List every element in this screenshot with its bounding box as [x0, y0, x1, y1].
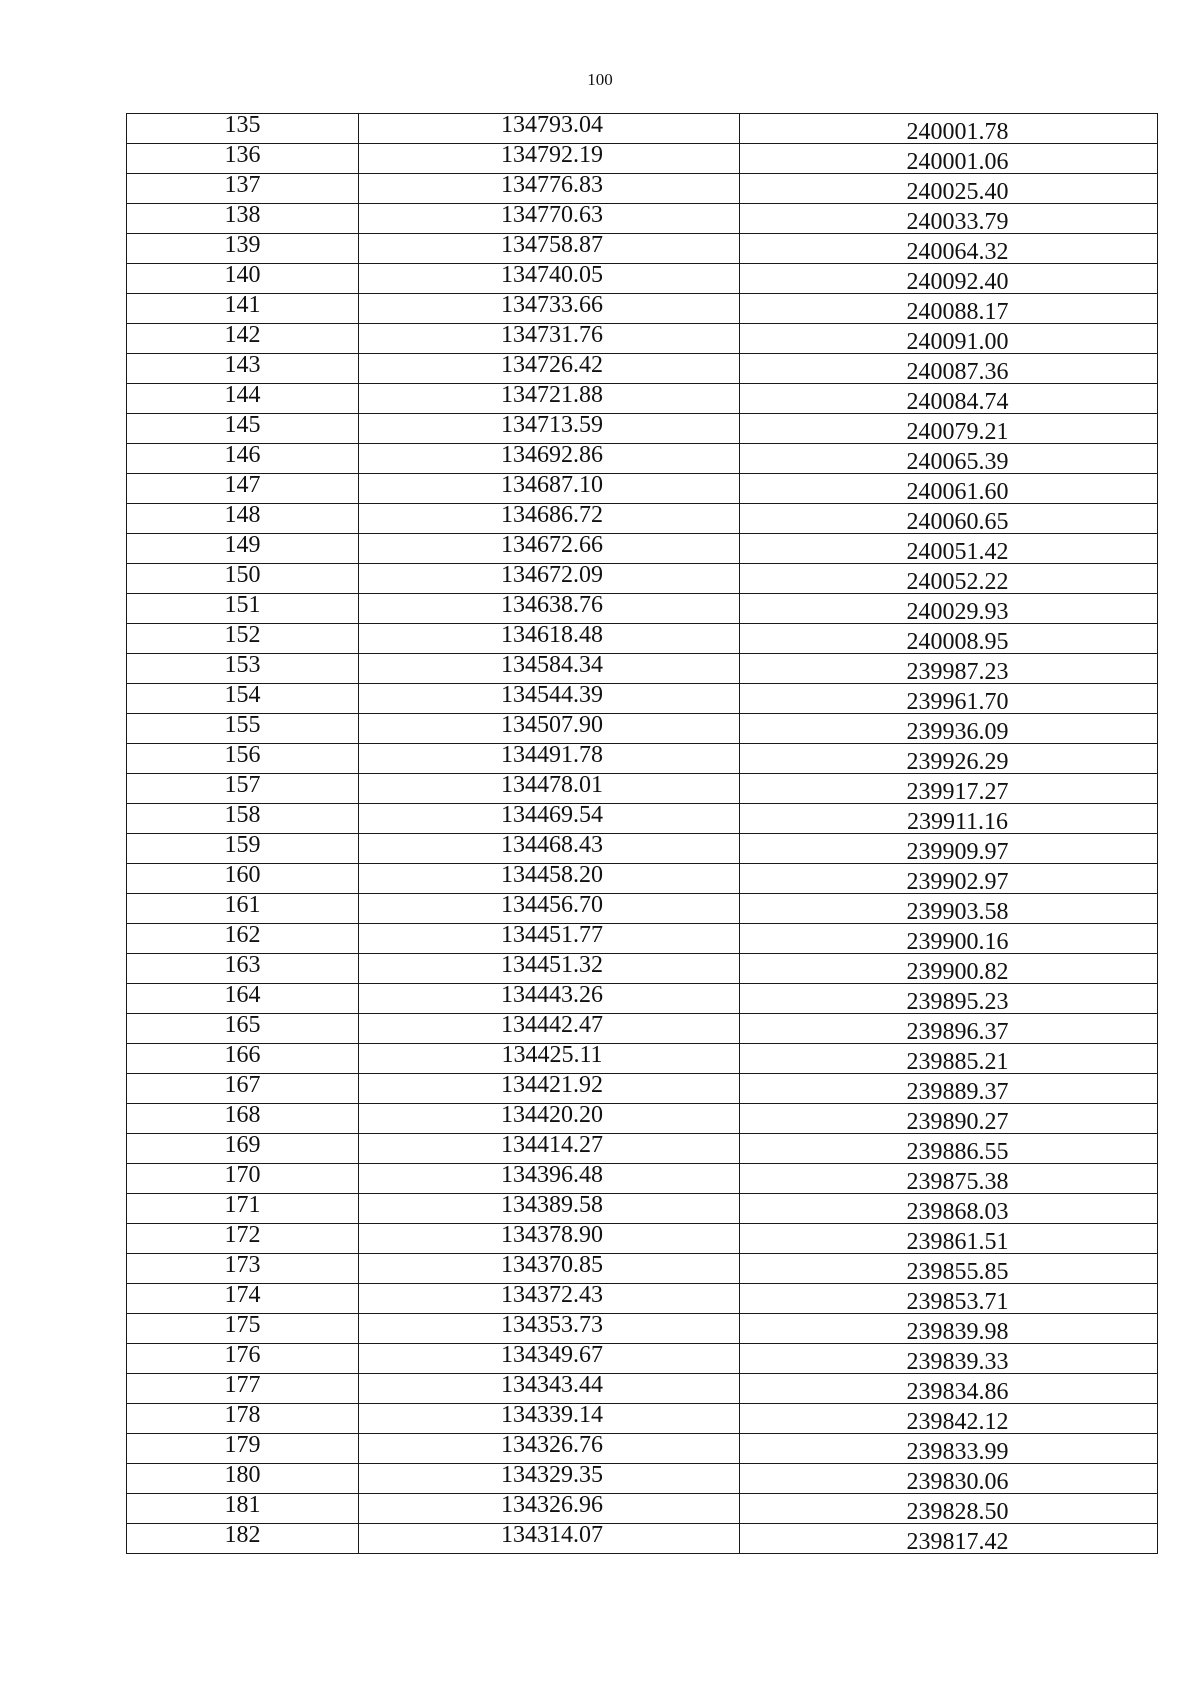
- table-row: [127, 984, 1158, 1014]
- y-coordinate-cell: 239853.71: [740, 1284, 1158, 1314]
- x-coordinate-cell: 134733.66: [359, 294, 740, 324]
- point-number-cell: 143: [127, 354, 359, 384]
- point-number-cell: 142: [127, 324, 359, 354]
- x-coordinate-cell: 134792.19: [359, 144, 740, 174]
- point-number-cell: 144: [127, 384, 359, 414]
- point-number-cell: 160: [127, 864, 359, 894]
- table-row: [127, 1404, 1158, 1434]
- table-row: [127, 204, 1158, 234]
- y-coordinate-cell: 240051.42: [740, 534, 1158, 564]
- x-coordinate-cell: 134389.58: [359, 1194, 740, 1224]
- x-coordinate-cell: 134776.83: [359, 174, 740, 204]
- table-row: [127, 1464, 1158, 1494]
- point-number-cell: 136: [127, 144, 359, 174]
- y-coordinate-cell: 239842.12: [740, 1404, 1158, 1434]
- y-coordinate-cell: 240029.93: [740, 594, 1158, 624]
- point-number-cell: 135: [127, 114, 359, 144]
- table-row: [127, 234, 1158, 264]
- y-coordinate-cell: 239885.21: [740, 1044, 1158, 1074]
- y-coordinate-cell: 239902.97: [740, 864, 1158, 894]
- x-coordinate-cell: 134343.44: [359, 1374, 740, 1404]
- y-coordinate-cell: 240084.74: [740, 384, 1158, 414]
- table-row: [127, 504, 1158, 534]
- table-row: [127, 474, 1158, 504]
- table-row: [127, 144, 1158, 174]
- y-coordinate-cell: 239900.16: [740, 924, 1158, 954]
- y-coordinate-cell: 239875.38: [740, 1164, 1158, 1194]
- table-row: [127, 414, 1158, 444]
- y-coordinate-cell: 239895.23: [740, 984, 1158, 1014]
- table-row: [127, 654, 1158, 684]
- table-row: [127, 1434, 1158, 1464]
- x-coordinate-cell: 134544.39: [359, 684, 740, 714]
- x-coordinate-cell: 134692.86: [359, 444, 740, 474]
- point-number-cell: 157: [127, 774, 359, 804]
- point-number-cell: 170: [127, 1164, 359, 1194]
- x-coordinate-cell: 134421.92: [359, 1074, 740, 1104]
- table-row: [127, 954, 1158, 984]
- x-coordinate-cell: 134339.14: [359, 1404, 740, 1434]
- table-row: [127, 624, 1158, 654]
- table-row: [127, 834, 1158, 864]
- x-coordinate-cell: 134414.27: [359, 1134, 740, 1164]
- x-coordinate-cell: 134396.48: [359, 1164, 740, 1194]
- x-coordinate-cell: 134686.72: [359, 504, 740, 534]
- x-coordinate-cell: 134478.01: [359, 774, 740, 804]
- point-number-cell: 152: [127, 624, 359, 654]
- table-row: [127, 1284, 1158, 1314]
- table-row: [127, 174, 1158, 204]
- x-coordinate-cell: 134456.70: [359, 894, 740, 924]
- x-coordinate-cell: 134329.35: [359, 1464, 740, 1494]
- x-coordinate-cell: 134740.05: [359, 264, 740, 294]
- x-coordinate-cell: 134672.09: [359, 564, 740, 594]
- point-number-cell: 139: [127, 234, 359, 264]
- table-row: [127, 924, 1158, 954]
- point-number-cell: 173: [127, 1254, 359, 1284]
- point-number-cell: 161: [127, 894, 359, 924]
- table-row: [127, 444, 1158, 474]
- x-coordinate-cell: 134713.59: [359, 414, 740, 444]
- table-row: [127, 264, 1158, 294]
- table-row: [127, 894, 1158, 924]
- y-coordinate-cell: 239890.27: [740, 1104, 1158, 1134]
- x-coordinate-cell: 134326.96: [359, 1494, 740, 1524]
- y-coordinate-cell: 239911.16: [740, 804, 1158, 834]
- table-row: [127, 1104, 1158, 1134]
- x-coordinate-cell: 134793.04: [359, 114, 740, 144]
- y-coordinate-cell: 240025.40: [740, 174, 1158, 204]
- table-row: [127, 714, 1158, 744]
- x-coordinate-cell: 134758.87: [359, 234, 740, 264]
- point-number-cell: 179: [127, 1434, 359, 1464]
- y-coordinate-cell: 240033.79: [740, 204, 1158, 234]
- y-coordinate-cell: 239926.29: [740, 744, 1158, 774]
- page-number: 100: [587, 70, 613, 89]
- x-coordinate-cell: 134770.63: [359, 204, 740, 234]
- x-coordinate-cell: 134469.54: [359, 804, 740, 834]
- y-coordinate-cell: 239839.33: [740, 1344, 1158, 1374]
- y-coordinate-cell: 240079.21: [740, 414, 1158, 444]
- table-row: [127, 1254, 1158, 1284]
- table-row: [127, 114, 1158, 144]
- point-number-cell: 150: [127, 564, 359, 594]
- x-coordinate-cell: 134458.20: [359, 864, 740, 894]
- table-row: [127, 1224, 1158, 1254]
- point-number-cell: 181: [127, 1494, 359, 1524]
- point-number-cell: 175: [127, 1314, 359, 1344]
- x-coordinate-cell: 134687.10: [359, 474, 740, 504]
- y-coordinate-cell: 239828.50: [740, 1494, 1158, 1524]
- y-coordinate-cell: 240001.78: [740, 114, 1158, 144]
- point-number-cell: 177: [127, 1374, 359, 1404]
- y-coordinate-cell: 240008.95: [740, 624, 1158, 654]
- point-number-cell: 165: [127, 1014, 359, 1044]
- y-coordinate-cell: 239889.37: [740, 1074, 1158, 1104]
- y-coordinate-cell: 240001.06: [740, 144, 1158, 174]
- y-coordinate-cell: 239936.09: [740, 714, 1158, 744]
- y-coordinate-cell: 239817.42: [740, 1524, 1158, 1554]
- point-number-cell: 145: [127, 414, 359, 444]
- y-coordinate-cell: 239987.23: [740, 654, 1158, 684]
- point-number-cell: 146: [127, 444, 359, 474]
- point-number-cell: 178: [127, 1404, 359, 1434]
- point-number-cell: 151: [127, 594, 359, 624]
- table-row: [127, 864, 1158, 894]
- x-coordinate-cell: 134726.42: [359, 354, 740, 384]
- y-coordinate-cell: 239861.51: [740, 1224, 1158, 1254]
- table-row: [127, 1044, 1158, 1074]
- point-number-cell: 148: [127, 504, 359, 534]
- table-row: [127, 1344, 1158, 1374]
- point-number-cell: 155: [127, 714, 359, 744]
- point-number-cell: 172: [127, 1224, 359, 1254]
- x-coordinate-cell: 134618.48: [359, 624, 740, 654]
- point-number-cell: 141: [127, 294, 359, 324]
- coordinate-table-body: [127, 114, 1158, 1554]
- y-coordinate-cell: 240065.39: [740, 444, 1158, 474]
- table-row: [127, 1314, 1158, 1344]
- x-coordinate-cell: 134491.78: [359, 744, 740, 774]
- point-number-cell: 158: [127, 804, 359, 834]
- point-number-cell: 153: [127, 654, 359, 684]
- point-number-cell: 163: [127, 954, 359, 984]
- point-number-cell: 176: [127, 1344, 359, 1374]
- x-coordinate-cell: 134451.77: [359, 924, 740, 954]
- point-number-cell: 182: [127, 1524, 359, 1554]
- y-coordinate-cell: 240064.32: [740, 234, 1158, 264]
- table-row: [127, 294, 1158, 324]
- table-row: [127, 354, 1158, 384]
- y-coordinate-cell: 239903.58: [740, 894, 1158, 924]
- table-row: [127, 1074, 1158, 1104]
- y-coordinate-cell: 239917.27: [740, 774, 1158, 804]
- y-coordinate-cell: 239830.06: [740, 1464, 1158, 1494]
- y-coordinate-cell: 240087.36: [740, 354, 1158, 384]
- point-number-cell: 138: [127, 204, 359, 234]
- x-coordinate-cell: 134638.76: [359, 594, 740, 624]
- y-coordinate-cell: 240060.65: [740, 504, 1158, 534]
- point-number-cell: 156: [127, 744, 359, 774]
- y-coordinate-cell: 239886.55: [740, 1134, 1158, 1164]
- table-row: [127, 744, 1158, 774]
- x-coordinate-cell: 134451.32: [359, 954, 740, 984]
- x-coordinate-cell: 134507.90: [359, 714, 740, 744]
- y-coordinate-cell: 240052.22: [740, 564, 1158, 594]
- x-coordinate-cell: 134443.26: [359, 984, 740, 1014]
- y-coordinate-cell: 239868.03: [740, 1194, 1158, 1224]
- point-number-cell: 174: [127, 1284, 359, 1314]
- point-number-cell: 167: [127, 1074, 359, 1104]
- point-number-cell: 171: [127, 1194, 359, 1224]
- point-number-cell: 166: [127, 1044, 359, 1074]
- y-coordinate-cell: 240061.60: [740, 474, 1158, 504]
- point-number-cell: 149: [127, 534, 359, 564]
- y-coordinate-cell: 239839.98: [740, 1314, 1158, 1344]
- table-row: [127, 1494, 1158, 1524]
- point-number-cell: 154: [127, 684, 359, 714]
- point-number-cell: 162: [127, 924, 359, 954]
- table-row: [127, 594, 1158, 624]
- x-coordinate-cell: 134442.47: [359, 1014, 740, 1044]
- point-number-cell: 164: [127, 984, 359, 1014]
- y-coordinate-cell: 240091.00: [740, 324, 1158, 354]
- x-coordinate-cell: 134326.76: [359, 1434, 740, 1464]
- table-row: [127, 384, 1158, 414]
- x-coordinate-cell: 134721.88: [359, 384, 740, 414]
- y-coordinate-cell: 239833.99: [740, 1434, 1158, 1464]
- x-coordinate-cell: 134425.11: [359, 1044, 740, 1074]
- x-coordinate-cell: 134314.07: [359, 1524, 740, 1554]
- point-number-cell: 168: [127, 1104, 359, 1134]
- y-coordinate-cell: 239900.82: [740, 954, 1158, 984]
- point-number-cell: 169: [127, 1134, 359, 1164]
- coordinate-table: [126, 113, 1158, 1554]
- table-row: [127, 1164, 1158, 1194]
- x-coordinate-cell: 134353.73: [359, 1314, 740, 1344]
- table-row: [127, 324, 1158, 354]
- x-coordinate-cell: 134349.67: [359, 1344, 740, 1374]
- x-coordinate-cell: 134378.90: [359, 1224, 740, 1254]
- table-row: [127, 1134, 1158, 1164]
- x-coordinate-cell: 134584.34: [359, 654, 740, 684]
- x-coordinate-cell: 134731.76: [359, 324, 740, 354]
- table-row: [127, 684, 1158, 714]
- x-coordinate-cell: 134372.43: [359, 1284, 740, 1314]
- point-number-cell: 147: [127, 474, 359, 504]
- y-coordinate-cell: 239834.86: [740, 1374, 1158, 1404]
- table-row: [127, 534, 1158, 564]
- x-coordinate-cell: 134370.85: [359, 1254, 740, 1284]
- y-coordinate-cell: 240088.17: [740, 294, 1158, 324]
- point-number-cell: 159: [127, 834, 359, 864]
- y-coordinate-cell: 239855.85: [740, 1254, 1158, 1284]
- point-number-cell: 137: [127, 174, 359, 204]
- table-row: [127, 1194, 1158, 1224]
- x-coordinate-cell: 134420.20: [359, 1104, 740, 1134]
- y-coordinate-cell: 239909.97: [740, 834, 1158, 864]
- table-row: [127, 1374, 1158, 1404]
- table-row: [127, 774, 1158, 804]
- y-coordinate-cell: 239896.37: [740, 1014, 1158, 1044]
- point-number-cell: 140: [127, 264, 359, 294]
- table-row: [127, 1014, 1158, 1044]
- table-row: [127, 564, 1158, 594]
- table-row: [127, 804, 1158, 834]
- point-number-cell: 180: [127, 1464, 359, 1494]
- x-coordinate-cell: 134468.43: [359, 834, 740, 864]
- y-coordinate-cell: 240092.40: [740, 264, 1158, 294]
- x-coordinate-cell: 134672.66: [359, 534, 740, 564]
- table-row: [127, 1524, 1158, 1554]
- y-coordinate-cell: 239961.70: [740, 684, 1158, 714]
